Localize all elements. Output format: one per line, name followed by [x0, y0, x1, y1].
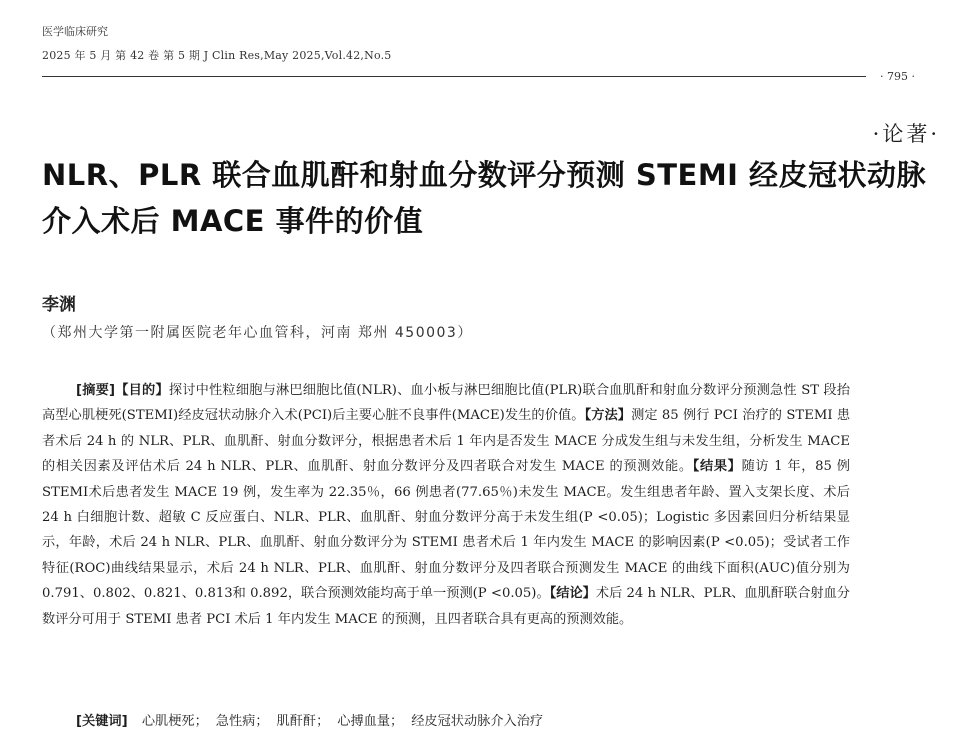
- abstract-body: [42, 383, 850, 627]
- author-affiliation: （郑州大学第一附属医院老年心血管科，河南 郑州 450003）: [42, 325, 473, 341]
- author-name: 李渊: [42, 295, 76, 315]
- abstract-section-tag: [摘要]: [76, 383, 116, 398]
- abstract-section-tag: 【结论】: [549, 586, 596, 602]
- keyword: 经皮冠状动脉介入治疗: [411, 714, 544, 729]
- header-rule: [42, 76, 866, 77]
- keyword: 心搏血量；: [337, 714, 404, 729]
- abstract-text: 术后 24 h NLR、PLR、血肌酐联合射血分数评分可用于 STEMI 患者 PCI 术后 1 年内发生 MACE 的预测，且四者联合具有更高的预测效能。: [42, 586, 850, 627]
- journal-name: 医学临床研究: [42, 25, 108, 38]
- keyword: 心肌梗死；: [141, 714, 208, 729]
- keyword: 肌酐酐；: [276, 714, 330, 729]
- keyword: 急性病；: [215, 714, 269, 729]
- article-title: NLR、PLR 联合血肌酐和射血分数评分预测 STEMI 经皮冠状动脉介入术后 MACE 事件的价值: [42, 158, 927, 238]
- abstract: [42, 378, 850, 632]
- issue-line: 2025 年 5 月 第 42 卷 第 5 期 J Clin Res,May 2025,Vol.42,No.5: [42, 49, 392, 62]
- abstract-text: 随访 1 年，85 例 STEMI术后患者发生 MACE 19 例，发生率为 22.35％，66 例患者(77.65％)未发生 MACE。发生组患者年龄、置入支架长度、术后 24 h 白细胞计数、超敏 C 反应蛋白、NLR、PLR、血肌酐、射血分数评分高于未发生组(P <0.05)；Logistic 多因素回归分析结果显示，年龄，术后 24 h NLR、PLR、血肌酐、射血分数评分为 STEMI 患者术后 1 年内发生 MACE 的影响因素(P <0.05)；受试者工作特征(ROC)曲线结果显示，术后 24 h NLR、PLR、血肌酐、射血分数评分及四者联合预测发生 MACE 的曲线下面积(AUC)值分别为 0.791、0.802、0.821、0.813和 0.892，联合预测效能均高于单一预测(P <0.05)。: [42, 459, 850, 602]
- section-tag: ·论著·: [872, 122, 940, 146]
- keywords: [76, 712, 866, 732]
- keywords-label: [关键词]: [76, 714, 128, 729]
- abstract-text: 探讨中性粒细胞与淋巴细胞比值(NLR)、血小板与淋巴细胞比值(PLR)联合血肌酐和射血分数评分预测急性 ST 段抬高型心肌梗死(STEMI)经皮冠状动脉介入术(PCI)后主要心脏不良事件(MACE)发生的价值。: [42, 383, 851, 424]
- abstract-section-tag: 【方法】: [584, 408, 632, 424]
- running-head: [42, 24, 391, 64]
- page-number: · 795 ·: [880, 70, 915, 83]
- abstract-text: 测定 85 例行 PCI 治疗的 STEMI 患者术后 24 h 的 NLR、PLR、血肌酐、射血分数评分，根据患者术后 1 年内是否发生 MACE 分成发生组与未发生组，分析发生 MACE 的相关因素及评估术后 24 h NLR、PLR、血肌酐、射血分数评分及四者联合对发生 MACE 的预测效能。: [42, 408, 851, 475]
- keywords-list: [142, 714, 551, 729]
- abstract-section-tag: 【结果】: [692, 459, 742, 475]
- abstract-section-tag: 【目的】: [115, 383, 169, 398]
